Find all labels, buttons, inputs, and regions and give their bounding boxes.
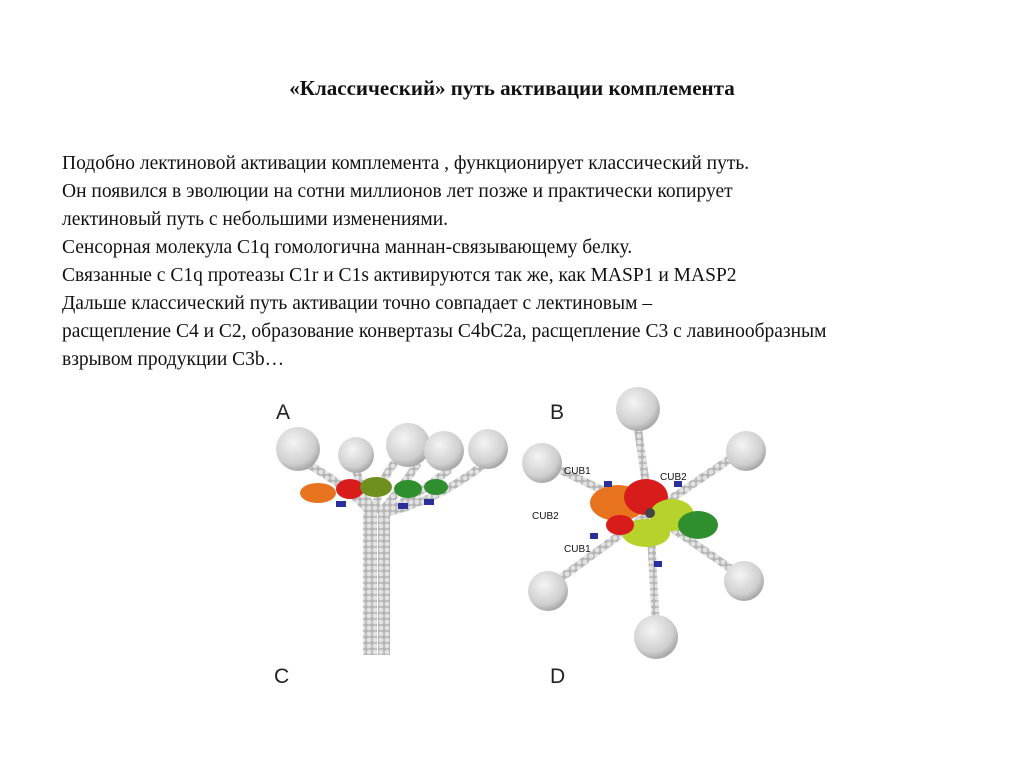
molecular-structure-figure xyxy=(258,385,778,688)
globular-head-icon xyxy=(424,431,464,471)
panel-label-b: B xyxy=(550,401,565,424)
paragraph-line: Сенсорная молекула C1q гомологична маннан-связывающему белку. xyxy=(62,237,633,258)
paragraph-line: Связанные с C1q протеазы C1r и C1s активируются так же, как MASP1 и MASP2 xyxy=(62,265,737,286)
panel-label-c: C xyxy=(274,665,290,688)
cub2-top-label: CUB2 xyxy=(660,472,687,483)
globular-head-icon xyxy=(726,431,766,471)
paragraph-line: расщепление C4 и C2, образование конвертазы C4bC2a, расщепление C3 с лавинообразным xyxy=(62,321,827,342)
body-paragraph xyxy=(62,150,982,374)
globular-head-icon xyxy=(522,443,562,483)
cub2-left-label: CUB2 xyxy=(532,511,559,522)
cub1-left-label: CUB1 xyxy=(564,544,591,555)
paragraph-line: Подобно лектиновой активации комплемента , функционирует классический путь. xyxy=(62,153,750,174)
globular-head-icon xyxy=(724,561,764,601)
globular-head-icon xyxy=(386,423,430,467)
figure-svg xyxy=(258,385,778,688)
globular-head-icon xyxy=(338,437,374,473)
cub1-top-label: CUB1 xyxy=(564,466,591,477)
panel-label-d: D xyxy=(550,665,566,688)
panel-a-structure xyxy=(276,423,508,655)
globular-head-icon xyxy=(634,615,678,659)
paragraph-line: Он появился в эволюции на сотни миллионов лет позже и практически копирует xyxy=(62,181,733,202)
panel-b-structure xyxy=(522,387,766,659)
panel-label-a: A xyxy=(276,401,291,424)
globular-head-icon xyxy=(616,387,660,431)
paragraph-line: взрывом продукции C3b… xyxy=(62,349,285,370)
paragraph-line: лектиновый путь с небольшими изменениями. xyxy=(62,209,449,230)
paragraph-line: Дальше классический путь активации точно совпадает с лектиновым – xyxy=(62,293,653,314)
globular-head-icon xyxy=(528,571,568,611)
globular-head-icon xyxy=(468,429,508,469)
slide-title: «Классический» путь активации комплемента xyxy=(289,76,735,100)
globular-head-icon xyxy=(276,427,320,471)
